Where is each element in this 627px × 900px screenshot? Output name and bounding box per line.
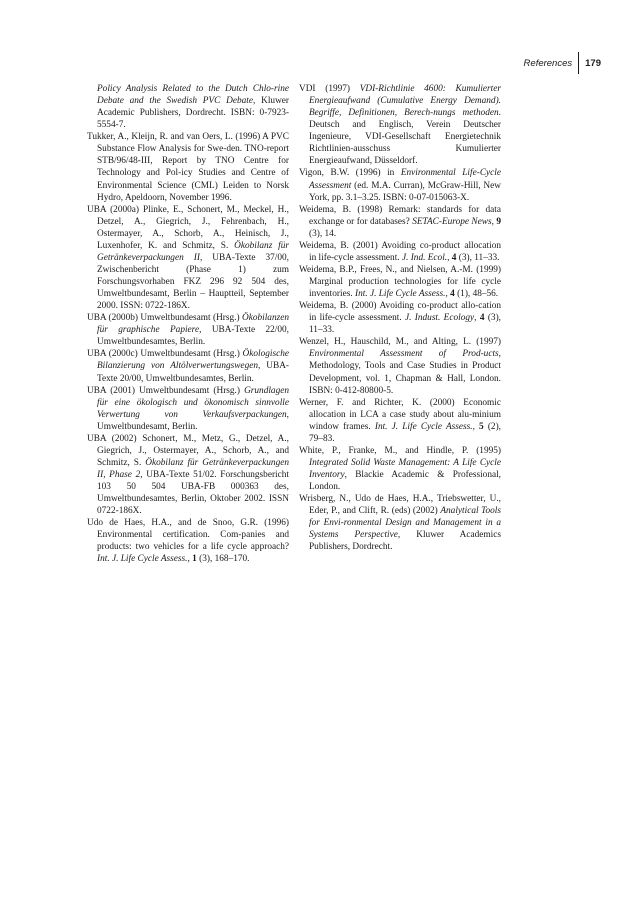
reference-text: 5 bbox=[479, 421, 484, 432]
page-number: 179 bbox=[585, 57, 601, 69]
reference-text: Werner, F. and Richter, K. (2000) Economic allocation in LCA a case study about alu-minium window frames. bbox=[299, 397, 501, 432]
reference-text: , UBA-Texte 51/02. Forschungsbericht 103 50 504 UBA-FB 000363 des, Umweltbundesamtes, Berlin, Oktober 2002. ISSN 0722-186X. bbox=[97, 470, 289, 517]
reference-text: Environmental Assessment of Prod-ucts bbox=[309, 349, 499, 360]
references-right-column bbox=[299, 83, 501, 553]
reference-text: Weidema, B. (2000) Avoiding co-product allo-cation in life-cycle assessment. bbox=[299, 301, 501, 324]
running-title: References bbox=[523, 57, 573, 69]
reference-text: 1 bbox=[192, 554, 197, 565]
reference-text: Udo de Haes, H.A., and de Snoo, G.R. (1996) Environmental certification. Com-panies and products: two vehicles for a life cycle approach? bbox=[87, 518, 289, 553]
reference-entry bbox=[87, 312, 289, 348]
reference-text: , Methodology, Tools and Case Studies in Product Development, vol. 1, Chapman & Hall, London. ISBN: 0-412-80800-5. bbox=[309, 349, 501, 396]
reference-text: , UBA-Texte 22/00, Umweltbundesamtes, Berlin. bbox=[97, 325, 289, 348]
reference-text: J. Ind. Ecol. bbox=[401, 252, 448, 263]
reference-text: 4 bbox=[450, 289, 455, 300]
reference-text: , bbox=[187, 554, 193, 565]
reference-entry bbox=[87, 385, 289, 433]
reference-text: Grundlagen für eine ökologisch und ökonomisch sinnvolle Verwertung von Verkaufsverpackungen bbox=[97, 385, 289, 420]
reference-text: , bbox=[447, 252, 452, 263]
reference-entry bbox=[299, 397, 501, 445]
reference-entry bbox=[299, 445, 501, 493]
reference-text: UBA (2000b) Umweltbundesamt (Hrsg.) bbox=[87, 313, 242, 324]
reference-text: UBA (2001) Umweltbundesamt (Hrsg.) bbox=[87, 385, 245, 396]
reference-text: , bbox=[474, 313, 480, 324]
reference-text: . Deutsch and Englisch, Verein Deutscher Ingenieure, VDI-Gesellschaft Energietechnik Richtlinien-ausschuss Kumulierter Energieaufwand, Düsseldorf. bbox=[309, 108, 501, 167]
reference-text: (3), 11–33. bbox=[309, 313, 501, 336]
reference-entry bbox=[87, 131, 289, 203]
reference-text: VDI (1997) bbox=[299, 84, 360, 94]
reference-entry bbox=[87, 348, 289, 384]
reference-entry bbox=[87, 204, 289, 313]
reference-text: (3), 11–33. bbox=[456, 252, 500, 263]
reference-entry bbox=[87, 83, 289, 131]
reference-text: (ed. M.A. Curran), McGraw-Hill, New York, pp. 3.1–3.25. ISBN: 0-07-015063-X. bbox=[309, 180, 501, 203]
references-left-column bbox=[87, 83, 289, 566]
reference-text: , bbox=[472, 421, 480, 432]
reference-text: Weidema, B.P., Frees, N., and Nielsen, A.-M. (1999) Marginal production technologies for life cycle inventories. bbox=[299, 264, 501, 300]
reference-text: Wrisberg, N., Udo de Haes, H.A., Triebswetter, U., Eder, P., and Clift, R. (eds) (2002) bbox=[299, 494, 501, 517]
reference-text: (1), 48–56. bbox=[454, 289, 499, 300]
reference-text: Int. J. Life Cycle Assess. bbox=[354, 289, 446, 300]
reference-text: Ökologische Bilanzierung von Altölverwertungswegen bbox=[97, 349, 289, 372]
reference-text: Integrated Solid Waste Management: A Life Cycle Inventory bbox=[309, 457, 501, 480]
reference-entry bbox=[299, 167, 501, 203]
reference-text: Wenzel, H., Hauschild, M., and Alting, L. (1997) bbox=[299, 337, 501, 348]
reference-text: , Kluwer Academics Publishers, Dordrecht. bbox=[309, 530, 501, 553]
reference-text: , Blackie Academic & Professional, London. bbox=[309, 470, 501, 493]
reference-text: (3), 14. bbox=[309, 228, 337, 239]
reference-text: 4 bbox=[451, 252, 457, 263]
running-header bbox=[524, 52, 601, 74]
reference-entry bbox=[299, 264, 501, 300]
reference-text: Policy Analysis Related to the Dutch Chlo-rine Debate and the Swedish PVC Debate bbox=[97, 84, 289, 107]
reference-entry bbox=[299, 493, 501, 553]
reference-text: 4 bbox=[479, 313, 485, 324]
reference-entry bbox=[87, 517, 289, 565]
reference-text: Int. J. Life Cycle Assess. bbox=[97, 554, 188, 565]
reference-text: Tukker, A., Kleijn, R. and van Oers, L. (1996) A PVC Substance Flow Analysis for Swe-den. TNO-report STB/96/48-III, Report by TNO Centre for Technology and Pol-icy Studies and Centre of Environmental Science (CML) Leiden to Norsk Hydro, Apeldoorn, November 1996. bbox=[87, 132, 289, 203]
reference-text: , bbox=[445, 289, 451, 300]
reference-text: Ökobilanz für Getränkeverpackungen II bbox=[97, 240, 289, 263]
reference-text: J. Indust. Ecology bbox=[404, 313, 475, 324]
reference-text: White, P., Franke, M., and Hindle, P. (1995) bbox=[299, 445, 501, 456]
reference-text: VDI-Richtlinie 4600: Kumulierter Energieaufwand (Cumulative Energy Demand). Begriffe, Definitionen, Berech-nungs methoden bbox=[309, 84, 501, 119]
reference-text: Weidema, B. (2001) Avoiding co-product allocation in life-cycle assessment. bbox=[299, 240, 501, 263]
reference-text: (2), 79–83. bbox=[309, 421, 501, 444]
reference-text: SETAC-Europe News bbox=[412, 216, 492, 227]
reference-text: Ökobilanz für Getränkeverpackungen II, Phase 2 bbox=[97, 457, 290, 480]
reference-entry bbox=[299, 336, 501, 396]
reference-entry bbox=[299, 240, 501, 264]
reference-text: , Umweltbundesamt, Berlin. bbox=[97, 409, 289, 432]
reference-entry bbox=[299, 83, 501, 167]
reference-entry bbox=[299, 204, 501, 240]
reference-text: Ökobilanzen für graphische Papiere bbox=[97, 313, 289, 336]
reference-text: Environmental Life-Cycle Assessment bbox=[309, 168, 501, 191]
reference-text: , bbox=[491, 216, 497, 227]
reference-entry bbox=[87, 433, 289, 517]
reference-text: 9 bbox=[496, 216, 501, 227]
reference-text: UBA (2002) Schonert, M., Metz, G., Detzel, A., Giegrich, J., Ostermayer, A., Schorb, A., and Schmitz, S. bbox=[87, 433, 289, 468]
reference-text: (3), 168–170. bbox=[196, 554, 250, 565]
reference-entry bbox=[299, 300, 501, 336]
reference-text: , UBA-Texte 20/00, Umweltbundesamtes, Berlin. bbox=[97, 361, 290, 384]
reference-text: UBA (2000c) Umweltbundesamt (Hrsg.) bbox=[87, 349, 243, 360]
reference-text: , Kluwer Academic Publishers, Dordrecht. ISBN: 0-7923-5554-7. bbox=[97, 96, 289, 131]
reference-text: Int. J. Life Cycle Assess. bbox=[374, 421, 473, 432]
reference-text: Weidema, B. (1998) Remark: standards for data exchange or for databases? bbox=[299, 204, 501, 227]
reference-text: , UBA-Texte 37/00, Zwischenbericht (Phase 1) zum Forschungsvorhaben FKZ 296 92 504 des, Umweltbundesamt, Berlin – Hauptteil, September 2000. ISSN: 0722-186X. bbox=[97, 252, 290, 312]
reference-text: UBA (2000a) Plinke, E., Schonert, M., Meckel, H., Detzel, A., Giegrich, J., Fehrenbach, H., Ostermayer, A., Schorb, A., Heinisch, J., Luxenhofer, K. and Schmitz, S. bbox=[87, 204, 289, 251]
reference-text: Vigon, B.W. (1996) in bbox=[299, 168, 401, 179]
reference-text: Analytical Tools for Envi-ronmental Design and Management in a Systems Perspective bbox=[309, 506, 501, 541]
